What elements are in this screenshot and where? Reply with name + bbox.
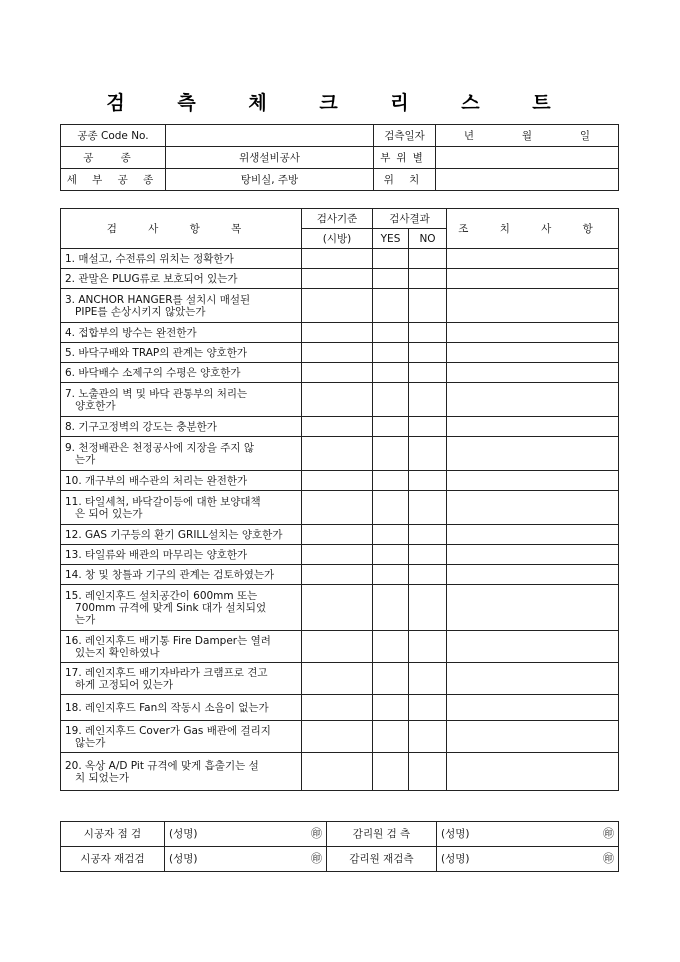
seal-icon: ㊞	[603, 852, 614, 865]
result-no-cell[interactable]	[409, 363, 447, 383]
result-no-cell[interactable]	[409, 525, 447, 545]
result-no-cell[interactable]	[409, 565, 447, 585]
sub-work-label: 세 부 공 종	[61, 169, 166, 191]
work-code-label: 공종 Code No.	[61, 125, 166, 147]
supervisor-inspect-label: 감리원 검 측	[327, 822, 437, 847]
inspection-standard-cell[interactable]	[302, 491, 373, 525]
contractor-inspect-signature[interactable]	[165, 822, 327, 847]
work-type-value[interactable]: 위생설비공사	[166, 147, 374, 169]
action-cell[interactable]	[447, 491, 619, 525]
contractor-reinspect-signature[interactable]	[165, 847, 327, 872]
result-yes-cell[interactable]	[373, 289, 409, 323]
result-yes-cell[interactable]	[373, 631, 409, 663]
action-cell[interactable]	[447, 323, 619, 343]
result-yes-cell[interactable]	[373, 565, 409, 585]
result-yes-cell[interactable]	[373, 471, 409, 491]
inspection-item-text: 16. 레인지후드 배기통 Fire Damper는 열려 있는지 확인하였나	[61, 631, 302, 663]
checklist-row	[61, 631, 619, 663]
result-yes-cell[interactable]	[373, 695, 409, 721]
checklist-row	[61, 437, 619, 471]
checklist-row	[61, 663, 619, 695]
inspection-item-text: 18. 레인지후드 Fan의 작동시 소음이 없는가	[61, 695, 302, 721]
result-no-cell[interactable]	[409, 437, 447, 471]
inspection-standard-cell[interactable]	[302, 525, 373, 545]
inspection-item-text: 9. 천정배관은 천정공사에 지장을 주지 않 는가	[61, 437, 302, 471]
result-yes-cell[interactable]	[373, 753, 409, 791]
signature-table	[60, 821, 619, 872]
inspection-item-text: 2. 관말은 PLUG류로 보호되어 있는가	[61, 269, 302, 289]
result-no-cell[interactable]	[409, 663, 447, 695]
inspection-item-text: 6. 바닥배수 소제구의 수평은 양호한가	[61, 363, 302, 383]
part-value[interactable]	[436, 147, 619, 169]
result-yes-cell[interactable]	[373, 437, 409, 471]
checklist-row	[61, 565, 619, 585]
document-title: 검 측 체 크 리 스 트	[106, 92, 574, 114]
name-placeholder: (성명)	[441, 853, 470, 865]
inspection-standard-cell[interactable]	[302, 753, 373, 791]
checklist-table	[60, 208, 619, 791]
inspection-standard-cell[interactable]	[302, 383, 373, 417]
checklist-row	[61, 695, 619, 721]
checklist-row	[61, 289, 619, 323]
inspection-standard-cell[interactable]	[302, 269, 373, 289]
inspection-item-text: 4. 접합부의 방수는 완전한가	[61, 323, 302, 343]
checklist-row	[61, 585, 619, 631]
inspection-item-text: 14. 창 및 창틀과 기구의 관계는 검토하였는가	[61, 565, 302, 585]
result-yes-cell[interactable]	[373, 721, 409, 753]
header-result: 검사결과	[373, 209, 447, 229]
header-standard: 검사기준	[302, 209, 373, 229]
checklist-row	[61, 343, 619, 363]
inspection-standard-cell[interactable]	[302, 663, 373, 695]
inspection-standard-cell[interactable]	[302, 417, 373, 437]
location-value[interactable]	[436, 169, 619, 191]
result-no-cell[interactable]	[409, 269, 447, 289]
action-cell[interactable]	[447, 363, 619, 383]
action-cell[interactable]	[447, 585, 619, 631]
part-label: 부위별	[374, 147, 436, 169]
supervisor-inspect-signature[interactable]	[437, 822, 619, 847]
result-yes-cell[interactable]	[373, 249, 409, 269]
header-standard-sub: (시방)	[302, 229, 373, 249]
checklist-row	[61, 417, 619, 437]
seal-icon: ㊞	[311, 852, 322, 865]
result-no-cell[interactable]	[409, 471, 447, 491]
result-yes-cell[interactable]	[373, 545, 409, 565]
inspection-standard-cell[interactable]	[302, 545, 373, 565]
checklist-row	[61, 269, 619, 289]
result-yes-cell[interactable]	[373, 343, 409, 363]
inspection-item-text: 11. 타일세척, 바닥갈이등에 대한 보양대책 은 되어 있는가	[61, 491, 302, 525]
checklist-row	[61, 471, 619, 491]
date-month: 월	[521, 129, 533, 142]
result-no-cell[interactable]	[409, 631, 447, 663]
inspection-item-text: 7. 노출관의 벽 및 바닥 관통부의 처리는 양호한가	[61, 383, 302, 417]
result-no-cell[interactable]	[409, 289, 447, 323]
inspection-standard-cell[interactable]	[302, 565, 373, 585]
inspection-standard-cell[interactable]	[302, 585, 373, 631]
name-placeholder: (성명)	[169, 853, 198, 865]
checklist-row	[61, 383, 619, 417]
work-code-value[interactable]	[166, 125, 374, 147]
result-yes-cell[interactable]	[373, 269, 409, 289]
action-cell[interactable]	[447, 525, 619, 545]
checklist-row	[61, 363, 619, 383]
header-yes: YES	[373, 229, 409, 249]
result-yes-cell[interactable]	[373, 491, 409, 525]
checklist-row	[61, 721, 619, 753]
inspection-standard-cell[interactable]	[302, 471, 373, 491]
action-cell[interactable]	[447, 417, 619, 437]
result-yes-cell[interactable]	[373, 363, 409, 383]
seal-icon: ㊞	[311, 827, 322, 840]
header-action: 조 치 사 항	[447, 209, 619, 249]
result-yes-cell[interactable]	[373, 383, 409, 417]
result-no-cell[interactable]	[409, 417, 447, 437]
action-cell[interactable]	[447, 471, 619, 491]
result-no-cell[interactable]	[409, 695, 447, 721]
inspection-item-text: 15. 레인지후드 설치공간이 600mm 또는 700mm 규격에 맞게 Sink 대가 설치되었 는가	[61, 585, 302, 631]
inspection-item-text: 1. 매설고, 수전류의 위치는 정확한가	[61, 249, 302, 269]
action-cell[interactable]	[447, 383, 619, 417]
result-yes-cell[interactable]	[373, 585, 409, 631]
header-inspection-item: 검 사 항 목	[61, 209, 302, 249]
action-cell[interactable]	[447, 631, 619, 663]
result-no-cell[interactable]	[409, 753, 447, 791]
inspection-item-text: 5. 바닥구배와 TRAP의 관계는 양호한가	[61, 343, 302, 363]
result-no-cell[interactable]	[409, 383, 447, 417]
result-no-cell[interactable]	[409, 323, 447, 343]
contractor-reinspect-label: 시공자 재검검	[61, 847, 165, 872]
inspection-date-label: 검측일자	[374, 125, 436, 147]
supervisor-reinspect-label: 감리원 재검측	[327, 847, 437, 872]
name-placeholder: (성명)	[169, 828, 198, 840]
result-no-cell[interactable]	[409, 343, 447, 363]
action-cell[interactable]	[447, 695, 619, 721]
checklist-row	[61, 491, 619, 525]
inspection-item-text: 8. 기구고정벽의 강도는 충분한가	[61, 417, 302, 437]
inspection-standard-cell[interactable]	[302, 695, 373, 721]
inspection-standard-cell[interactable]	[302, 323, 373, 343]
inspection-item-text: 17. 레인지후드 배기자바라가 크램프로 견고 하게 고정되어 있는가	[61, 663, 302, 695]
inspection-standard-cell[interactable]	[302, 289, 373, 323]
supervisor-reinspect-signature[interactable]	[437, 847, 619, 872]
inspection-standard-cell[interactable]	[302, 363, 373, 383]
checklist-body	[61, 249, 619, 791]
result-yes-cell[interactable]	[373, 663, 409, 695]
inspection-item-text: 12. GAS 기구등의 환기 GRILL설치는 양호한가	[61, 525, 302, 545]
action-cell[interactable]	[447, 721, 619, 753]
result-yes-cell[interactable]	[373, 323, 409, 343]
result-yes-cell[interactable]	[373, 525, 409, 545]
checklist-row	[61, 323, 619, 343]
inspection-item-text: 10. 개구부의 배수관의 처리는 완전한가	[61, 471, 302, 491]
seal-icon: ㊞	[603, 827, 614, 840]
action-cell[interactable]	[447, 289, 619, 323]
name-placeholder: (성명)	[441, 828, 470, 840]
date-year: 년	[463, 129, 475, 142]
result-no-cell[interactable]	[409, 721, 447, 753]
inspection-item-text: 13. 타일류와 배관의 마무리는 양호한가	[61, 545, 302, 565]
checklist-row	[61, 545, 619, 565]
inspection-item-text: 3. ANCHOR HANGER를 설치시 매설된 PIPE를 손상시키지 않았는가	[61, 289, 302, 323]
checklist-row	[61, 753, 619, 791]
inspection-standard-cell[interactable]	[302, 437, 373, 471]
inspection-standard-cell[interactable]	[302, 631, 373, 663]
location-label: 위 치	[374, 169, 436, 191]
inspection-standard-cell[interactable]	[302, 343, 373, 363]
contractor-inspect-label: 시공자 점 검	[61, 822, 165, 847]
checklist-row	[61, 525, 619, 545]
result-no-cell[interactable]	[409, 491, 447, 525]
action-cell[interactable]	[447, 545, 619, 565]
result-yes-cell[interactable]	[373, 417, 409, 437]
result-no-cell[interactable]	[409, 249, 447, 269]
inspection-item-text: 19. 레인지후드 Cover가 Gas 배관에 걸리지 않는가	[61, 721, 302, 753]
action-cell[interactable]	[447, 269, 619, 289]
action-cell[interactable]	[447, 663, 619, 695]
action-cell[interactable]	[447, 249, 619, 269]
work-type-label: 공 종	[61, 147, 166, 169]
inspection-date-value[interactable]	[436, 125, 619, 147]
inspection-standard-cell[interactable]	[302, 721, 373, 753]
action-cell[interactable]	[447, 343, 619, 363]
date-day: 일	[579, 129, 591, 142]
sub-work-value[interactable]: 탕비실, 주방	[166, 169, 374, 191]
checklist-row	[61, 249, 619, 269]
header-no: NO	[409, 229, 447, 249]
action-cell[interactable]	[447, 753, 619, 791]
result-no-cell[interactable]	[409, 545, 447, 565]
inspection-item-text: 20. 옥상 A/D Pit 규격에 맞게 흡출기는 설 치 되었는가	[61, 753, 302, 791]
inspection-standard-cell[interactable]	[302, 249, 373, 269]
result-no-cell[interactable]	[409, 585, 447, 631]
action-cell[interactable]	[447, 565, 619, 585]
action-cell[interactable]	[447, 437, 619, 471]
info-table	[60, 124, 619, 191]
